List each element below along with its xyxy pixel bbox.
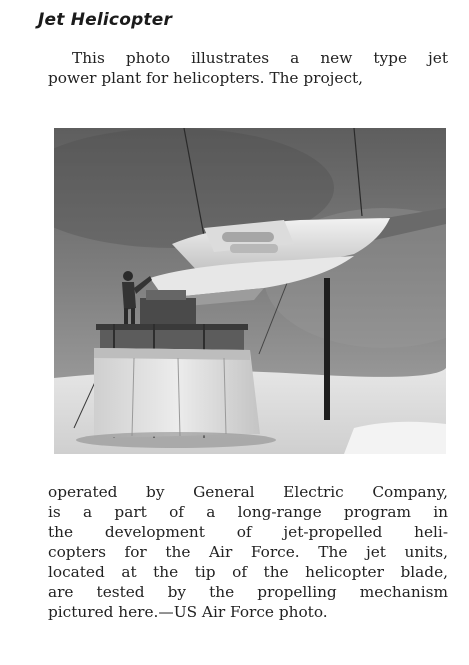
- helicopter-test-photo: [54, 128, 446, 454]
- body-line: pictured here.—US Air Force photo.: [48, 603, 328, 621]
- body-line: copters for the Air Force. The jet units,: [48, 543, 448, 561]
- intro-paragraph: [48, 48, 448, 88]
- article-headline: Jet Helicopter: [38, 10, 173, 30]
- body-line: is a part of a long-range program in: [48, 503, 448, 521]
- body-line: located at the tip of the helicopter blade,: [48, 563, 448, 581]
- intro-line: This photo illustrates a new type jet: [72, 49, 448, 67]
- body-paragraph: [48, 482, 448, 622]
- body-line: the development of jet-propelled heli-: [48, 523, 448, 541]
- intro-line: power plant for helicopters. The project,: [48, 69, 364, 87]
- body-line: are tested by the propelling mechanism: [48, 583, 448, 601]
- body-line: operated by General Electric Company,: [48, 483, 448, 501]
